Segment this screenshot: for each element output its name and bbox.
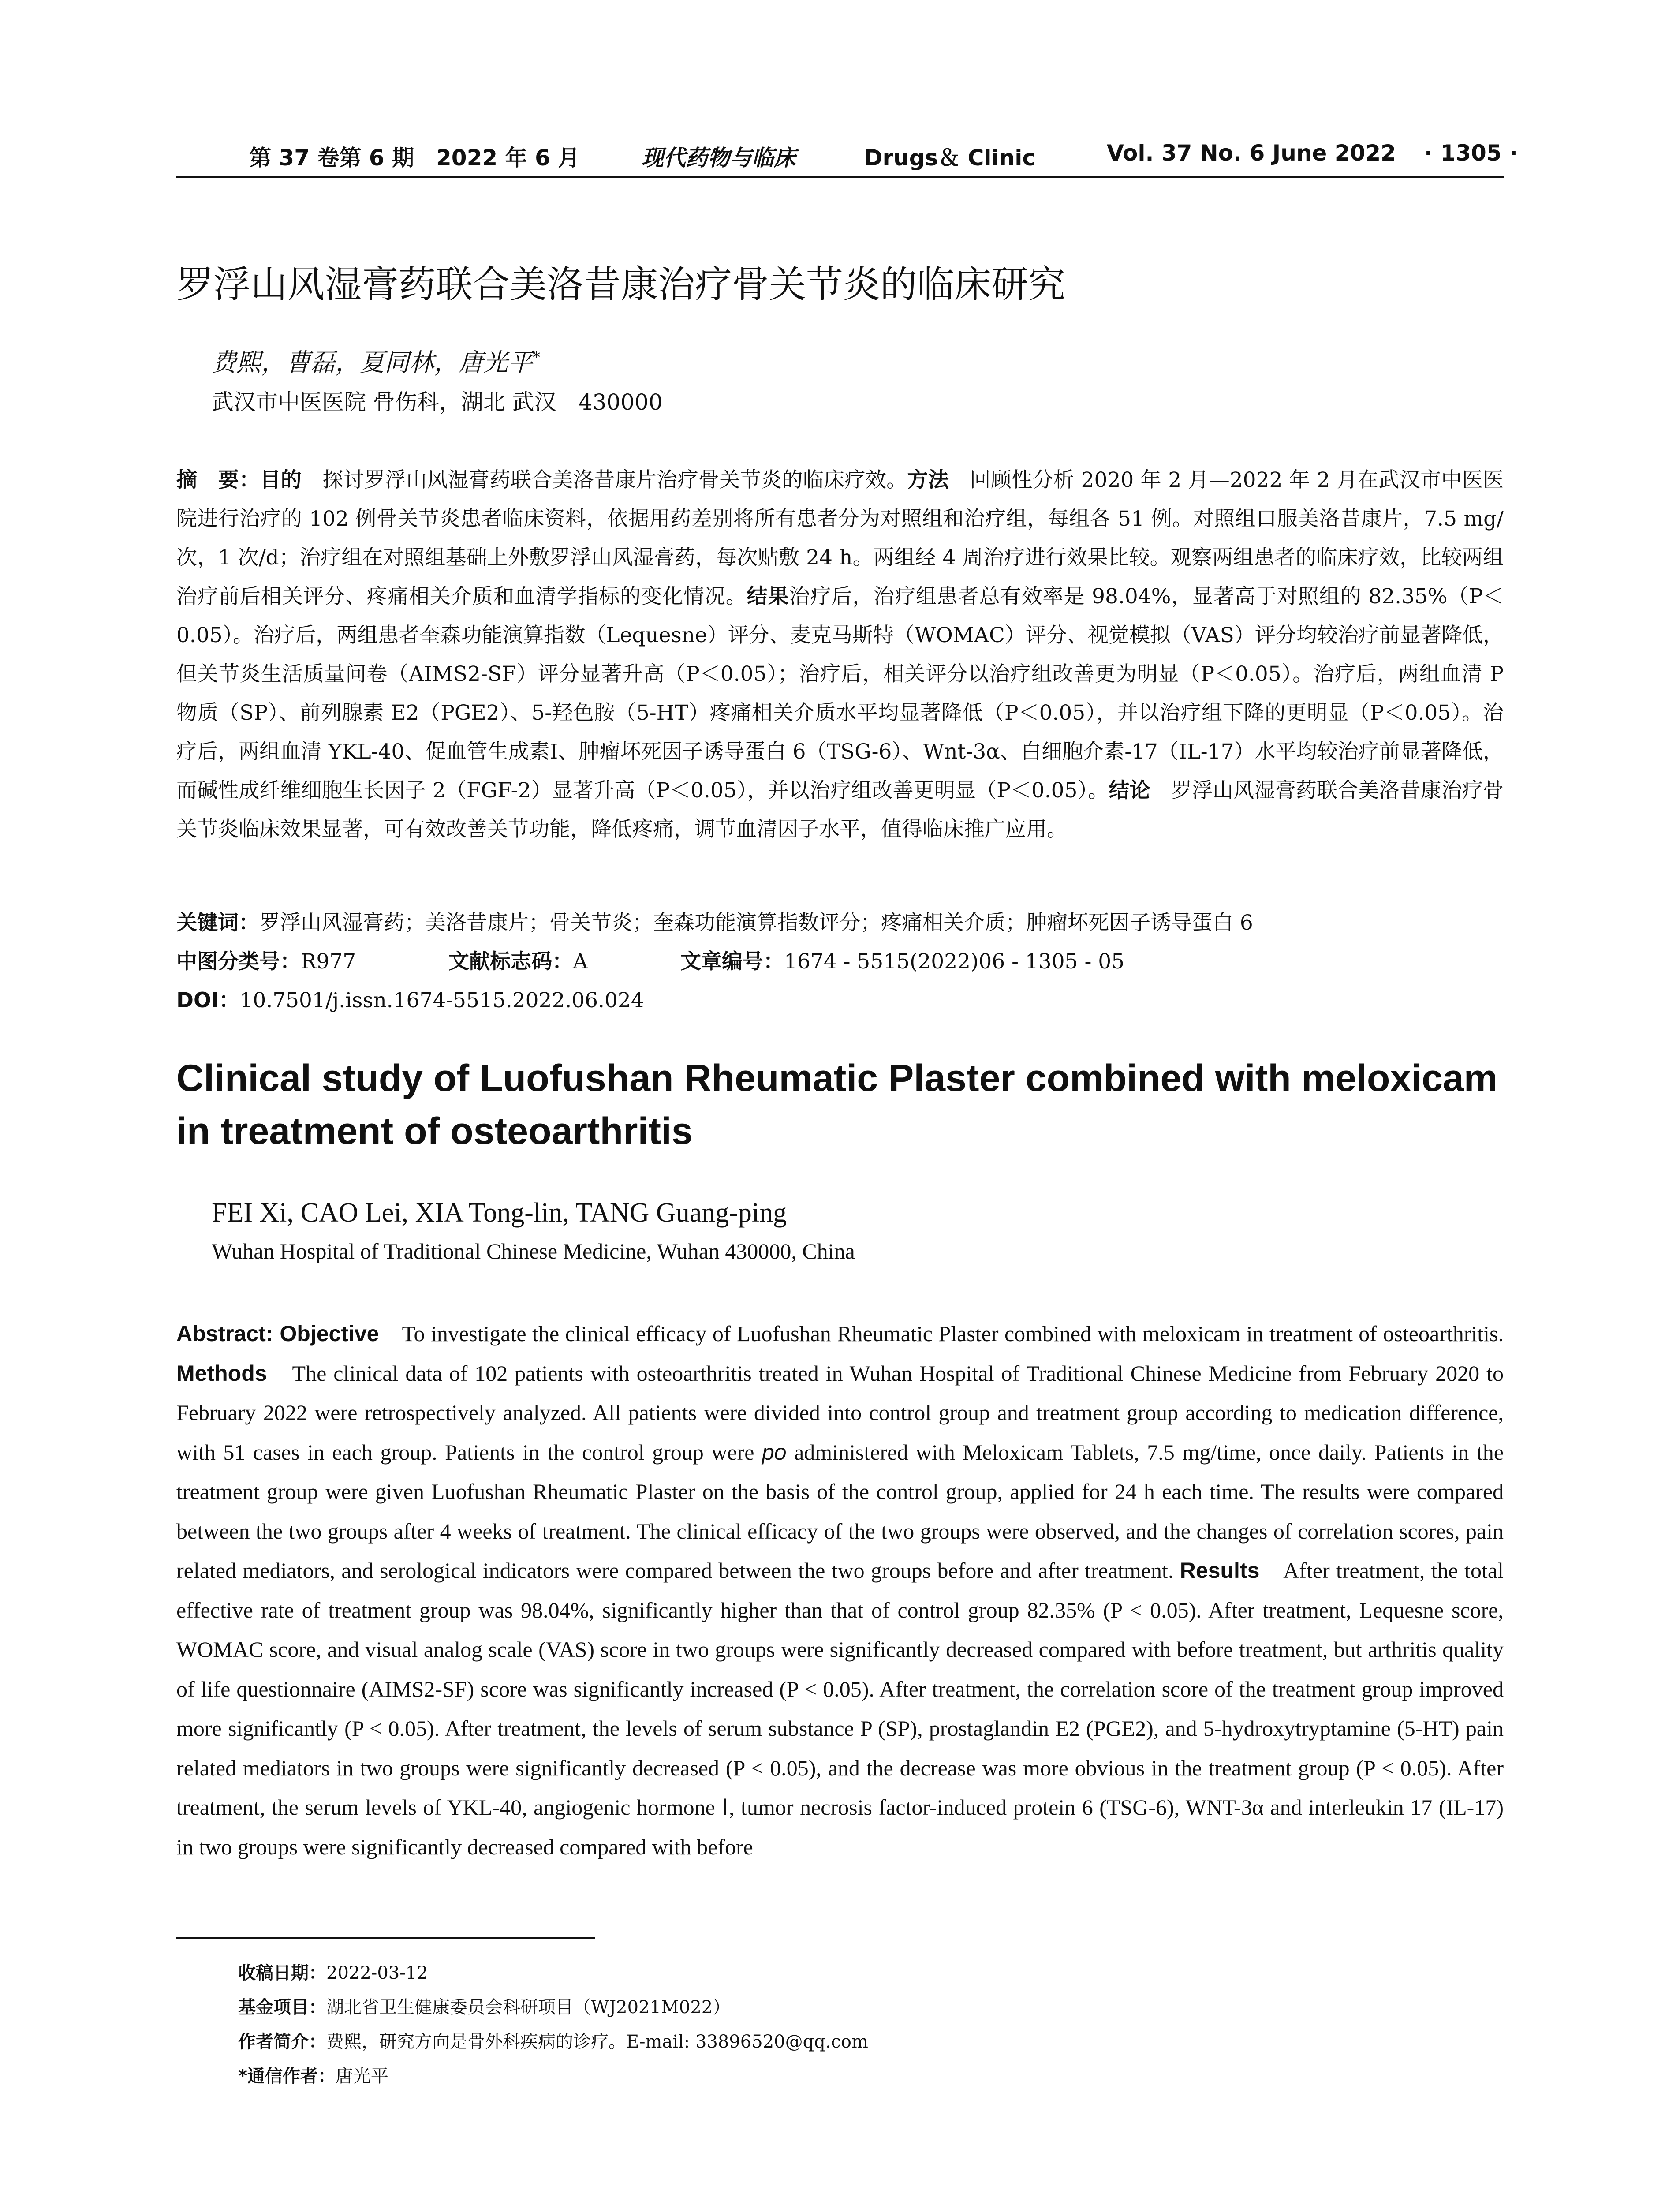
doi — [176, 984, 644, 1013]
footnote-text: 2022-03-12 — [326, 1963, 428, 1983]
footnote-label: 基金项目： — [238, 1997, 326, 2018]
methods-en-label: Methods — [176, 1360, 267, 1386]
keywords — [176, 906, 1253, 936]
objective-cn: 探讨罗浮山风湿膏药联合美洛昔康片治疗骨关节炎的临床疗效。 — [302, 468, 907, 492]
header-journal-en: Drugs＆ Clinic — [864, 145, 1036, 171]
methods-en-part1: The clinical data of 102 patients with osteoarthritis treated in Wuhan Hospital of Traditional Chinese Medicine from February 2020 to February 2022 were retrospectively analyzed. All patients were divided into control group and treatment group according to medication difference, with 51 cases in each group. Patients in the control group were — [176, 1360, 1504, 1465]
objective-cn-label: 目的 — [260, 468, 302, 492]
authors-cn — [212, 343, 540, 378]
footnote-funding — [238, 1993, 730, 2018]
keywords-text: 罗浮山风湿膏药；美洛昔康片；骨关节炎；奎森功能演算指数评分；疼痛相关介质；肿瘤坏死因子诱导蛋白 6 — [259, 911, 1253, 935]
article-number-value: 1674 - 5515(2022)06 - 1305 - 05 — [784, 949, 1125, 974]
footnote-label: 作者简介： — [238, 2032, 326, 2052]
methods-cn: 回顾性分析 2020 年 2 月—2022 年 2 月在武汉市中医医院进行治疗的 102 例骨关节炎患者临床资料，依据用药差别将所有患者分为对照组和治疗组，每组各 51 例。对照组口服美洛昔康片，7.5 mg/次，1 次/d；治疗组在对照组基础上外敷罗浮山风湿膏药，每次贴敷 24 h。两组经 4 周治疗进行效果比较。观察两组患者的临床疗效，比较两组治疗前后相关评分、疼痛相关介质和血清学指标的变化情况。 — [176, 468, 1504, 609]
footnote-label: 收稿日期： — [238, 1963, 326, 1983]
methods-cn-label: 方法 — [907, 468, 949, 492]
classification — [176, 945, 1124, 975]
clc-label: 中图分类号： — [176, 949, 301, 974]
footnote-rule — [176, 1937, 595, 1939]
authors-en: FEI Xi, CAO Lei, XIA Tong-lin, TANG Guang-ping — [212, 1198, 787, 1228]
results-en-label: Results — [1180, 1558, 1260, 1583]
footnote-text: 湖北省卫生健康委员会科研项目（WJ2021M022） — [326, 1997, 731, 2018]
header-page-number: · 1305 · — [1424, 140, 1518, 166]
title-en: Clinical study of Luofushan Rheumatic Plaster combined with meloxicam in treatment of osteoarthritis — [176, 1057, 1498, 1152]
footnote-author-bio — [238, 2028, 868, 2053]
header-issue-cn: 第 37 卷第 6 期 2022 年 6 月 — [249, 145, 580, 171]
abstract-cn — [176, 461, 1504, 849]
po-term: po — [762, 1439, 787, 1465]
article-number-label: 文章编号： — [680, 949, 784, 974]
header-journal-cn: 现代药物与临床 — [642, 145, 796, 171]
footnote-label: *通信作者： — [238, 2066, 336, 2086]
results-en: After treatment, the total effective rate of treatment group was 98.04%, significantly higher than that of control group 82.35% (P < 0.05). After treatment, Lequesne score, WOMAC score, and visual analog scale (VAS) score in two groups were significantly decreased compared with before treatment, but arthritis quality of life questionnaire (AIMS2-SF) score was significantly increased (P < 0.05). After treatment, the correlation score of the treatment group improved more significantly (P < 0.05). After treatment, the levels of serum substance P (SP), prostaglandin E2 (PGE2), and 5-hydroxytryptamine (5-HT) pain related mediators in two groups were significantly decreased (P < 0.05), and the decrease was more obvious in the treatment group (P < 0.05). After treatment, the serum levels of YKL-40, angiogenic hormone Ⅰ, tumor necrosis factor-induced protein 6 (TSG-6), WNT-3α and interleukin 17 (IL-17) in two groups were significantly decreased compared with before — [176, 1558, 1504, 1859]
conclusion-cn-label: 结论 — [1109, 778, 1150, 803]
footnote-received — [238, 1959, 428, 1984]
results-cn-label: 结果 — [747, 584, 789, 609]
affiliation-cn: 武汉市中医医院 骨伤科，湖北 武汉 430000 — [212, 389, 663, 415]
affiliation-en: Wuhan Hospital of Traditional Chinese Medicine, Wuhan 430000, China — [212, 1239, 855, 1263]
keywords-label: 关键词： — [176, 911, 259, 935]
header-issue-en: Vol. 37 No. 6 June 2022 — [1107, 140, 1396, 166]
objective-en: To investigate the clinical efficacy of Luofushan Rheumatic Plaster combined with meloxicam in treatment of osteoarthritis. — [379, 1321, 1504, 1346]
doc-code-value: A — [573, 949, 588, 974]
footnote-text: 费熙，研究方向是骨外科疾病的诊疗。E-mail: 33896520@qq.com — [326, 2032, 868, 2052]
footnote-corresponding — [238, 2062, 388, 2087]
doc-code-label: 文献标志码： — [448, 949, 573, 974]
abstract-cn-label: 摘 要： — [176, 468, 260, 492]
clc-value: R977 — [301, 949, 356, 974]
authors-cn-names: 费熙，曹磊，夏同林，唐光平 — [212, 348, 533, 377]
title-cn: 罗浮山风湿膏药联合美洛昔康治疗骨关节炎的临床研究 — [176, 263, 1066, 306]
results-cn: 治疗后，治疗组患者总有效率是 98.04%，显著高于对照组的 82.35%（P＜0.05）。治疗后，两组患者奎森功能演算指数（Lequesne）评分、麦克马斯特（WOMAC）评分、视觉模拟（VAS）评分均较治疗前显著降低，但关节炎生活质量问卷（AIMS2-SF）评分显著升高（P＜0.05）；治疗后，相关评分以治疗组改善更为明显（P＜0.05）。治疗后，两组血清 P 物质（SP）、前列腺素 E2（PGE2）、5-羟色胺（5-HT）疼痛相关介质水平均显著降低（P＜0.05），并以治疗组下降的更明显（P＜0.05）。治疗后，两组血清 YKL-40、促血管生成素Ⅰ、肿瘤坏死因子诱导蛋白 6（TSG-6）、Wnt-3α、白细胞介素-17（IL-17）水平均较治疗前显著降低，而碱性成纤维细胞生长因子 2（FGF-2）显著升高（P＜0.05），并以治疗组改善更明显（P＜0.05）。 — [176, 584, 1504, 803]
corresponding-mark: * — [533, 348, 540, 366]
doi-value[interactable]: 10.7501/j.issn.1674-5515.2022.06.024 — [239, 988, 644, 1013]
abstract-en — [176, 1314, 1504, 1867]
conclusion-cn: 罗浮山风湿膏药联合美洛昔康治疗骨关节炎临床效果显著，可有效改善关节功能，降低疼痛，调节血清因子水平，值得临床推广应用。 — [176, 778, 1504, 841]
header-rule — [176, 176, 1504, 178]
abstract-en-label: Abstract: Objective — [176, 1321, 379, 1346]
footnote-text: 唐光平 — [335, 2066, 388, 2086]
methods-en-part2: administered with Meloxicam Tablets, 7.5 mg/time, once daily. Patients in the treatment group were given Luofushan Rheumatic Plaster on the basis of the control group, applied for 24 h each time. The results were compared between the two groups after 4 weeks of treatment. The clinical efficacy of the two groups were observed, and the changes of correlation scores, pain related mediators, and serological indicators were compared between the two groups before and after treatment. — [176, 1439, 1504, 1583]
doi-label: DOI： — [176, 988, 240, 1013]
